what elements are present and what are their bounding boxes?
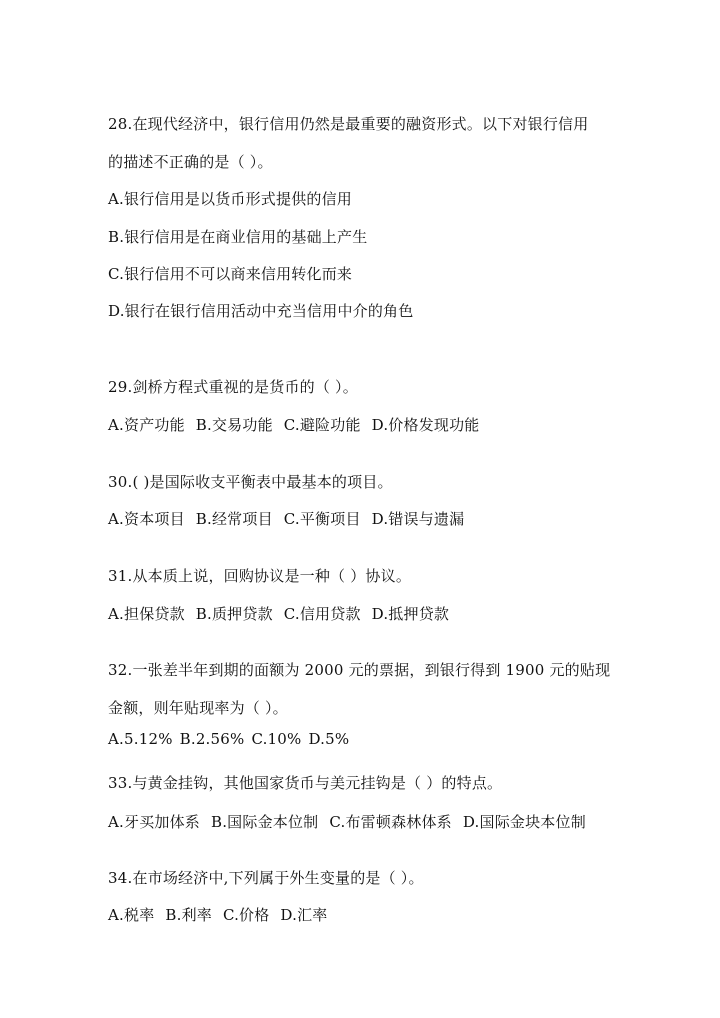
q28-option-c: C.银行信用不可以商来信用转化而来 [108,265,353,283]
q28-option-d: D.银行在银行信用活动中充当信用中介的角色 [108,302,414,320]
q34-options [108,905,327,925]
q31-options [108,604,449,624]
q29-option-b: B.交易功能 [195,416,273,434]
q33-option-b: B.国际金本位制 [210,813,319,831]
q30-option-c: C.平衡项目 [283,510,361,528]
q31-option-b: B.质押贷款 [195,605,273,623]
q30-option-d: D.错误与遗漏 [371,510,465,528]
q30-options [108,509,464,529]
q32-options [108,729,349,749]
q28-stem-line-1: 28.在现代经济中，银行信用仍然是最重要的融资形式。以下对银行信用 [108,115,589,133]
q29-option-d: D.价格发现功能 [371,416,480,434]
q34-option-b: B.利率 [165,906,212,924]
q28-option-b: B.银行信用是在商业信用的基础上产生 [108,228,368,246]
q33-option-a: A.牙买加体系 [108,813,201,831]
q29-stem: 29.剑桥方程式重视的是货币的（ ）。 [108,378,358,396]
q29-option-c: C.避险功能 [283,416,361,434]
q32-stem-line-1: 32.一张差半年到期的面额为 2000 元的票据，到银行得到 1900 元的贴现 [108,661,611,679]
q32-stem-line-2: 金额，则年贴现率为（ ）。 [108,699,288,717]
q32-option-b: B.2.56% [179,730,245,748]
q33-option-d: D.国际金块本位制 [462,813,586,831]
q34-stem: 34.在市场经济中,下列属于外生变量的是（ ）。 [108,869,424,887]
q28-option-a: A.银行信用是以货币形式提供的信用 [108,190,353,208]
q33-stem: 33.与黄金挂钩，其他国家货币与美元挂钩是（ ）的特点。 [108,774,503,792]
q32-option-a: A.5.12% [108,730,173,748]
q32-option-c: C.10% [251,730,302,748]
q30-stem: 30.( )是国际收支平衡表中最基本的项目。 [108,473,393,491]
q34-option-a: A.税率 [108,906,155,924]
q33-options [108,812,586,832]
q29-options [108,415,480,435]
q30-option-a: A.资本项目 [108,510,185,528]
q34-option-d: D.汇率 [280,906,328,924]
q30-option-b: B.经常项目 [195,510,273,528]
q28-stem-line-2: 的描述不正确的是（ ）。 [108,153,273,171]
q31-option-a: A.担保贷款 [108,605,185,623]
q31-option-d: D.抵押贷款 [371,605,450,623]
q34-option-c: C.价格 [222,906,270,924]
q31-option-c: C.信用贷款 [283,605,361,623]
q31-stem: 31.从本质上说，回购协议是一种（ ）协议。 [108,567,412,585]
q32-option-d: D.5% [308,730,350,748]
q33-option-c: C.布雷顿森林体系 [329,813,452,831]
q29-option-a: A.资产功能 [108,416,185,434]
